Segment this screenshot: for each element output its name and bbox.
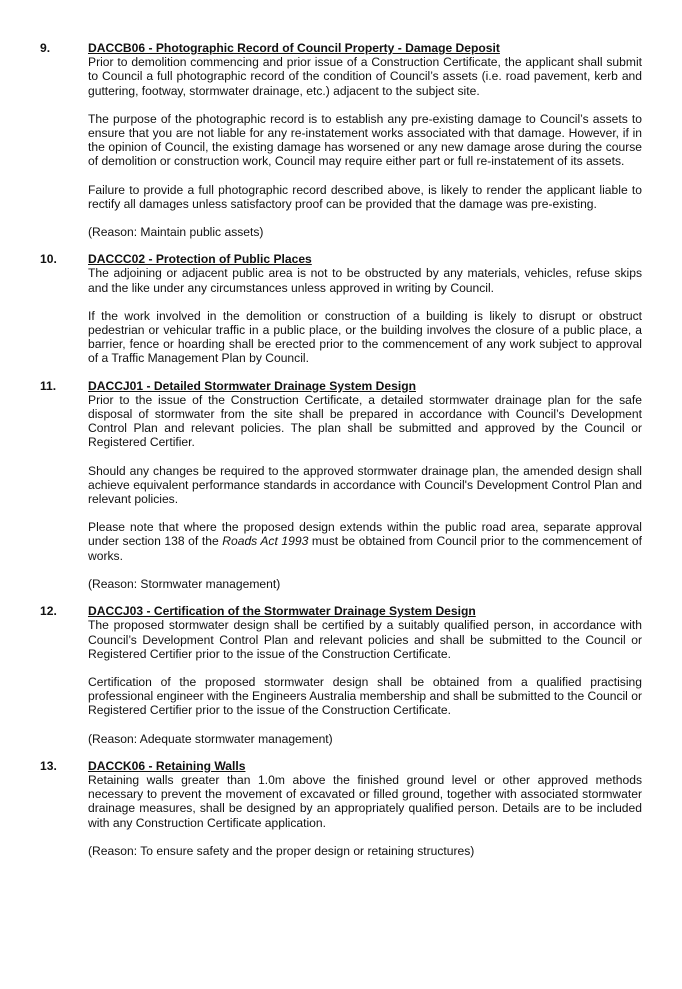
condition-number: 12. — [40, 604, 57, 619]
act-name: Roads Act 1993 — [222, 534, 309, 549]
condition-reason: (Reason: Maintain public assets) — [88, 225, 264, 240]
condition-title: DACCJ01 - Detailed Stormwater Drainage System Design — [88, 378, 416, 393]
condition-number: 10. — [40, 252, 57, 267]
condition-number: 13. — [40, 758, 57, 773]
condition-title: DACCC02 - Protection of Public Places — [88, 252, 312, 267]
condition-title: DACCJ03 - Certification of the Stormwater Drainage System Design — [88, 604, 476, 619]
condition-title: DACCK06 - Retaining Walls — [88, 758, 246, 773]
condition-paragraph: The adjoining or adjacent public area is not to be obstructed by any materials, vehicles, refuse skips and the like under any circumstances unless approved in writing by Council. — [88, 266, 642, 295]
condition-title: DACCB06 - Photographic Record of Council Property - Damage Deposit — [88, 41, 500, 55]
condition-paragraph: Prior to demolition commencing and prior issue of a Construction Certificate, the applicant shall submit to Council a full photographic record of the condition of Council’s assets (i.e. road pavement, kerb and guttering, footway, stormwater drainage, etc.) adjacent to the subject site. — [88, 55, 642, 98]
condition-paragraph: If the work involved in the demolition or construction of a building is likely to disrupt or obstruct pedestrian or vehicular traffic in a public place, or the building involves the closure of a public place, a barrier, fence or hoarding shall be erected prior to the commencement of any work subject to approval of a Traffic Management Plan by Council. — [88, 308, 642, 366]
condition-number: 9. — [40, 41, 51, 55]
condition-paragraph: Failure to provide a full photographic record described above, is likely to render the applicant liable to rectify all damages unless satisfactory proof can be provided that the damage was pre-existing. — [88, 182, 642, 211]
condition-10 — [0, 252, 682, 365]
condition-reason: (Reason: Adequate stormwater management) — [88, 731, 333, 746]
condition-reason: (Reason: Stormwater management) — [88, 576, 281, 591]
condition-paragraph: Should any changes be required to the approved stormwater drainage plan, the amended design shall achieve equivalent performance standards in accordance with Council's Development Control Plan and relevant policies. — [88, 463, 642, 507]
condition-paragraph: The purpose of the photographic record is to establish any pre-existing damage to Council’s assets to ensure that you are not liable for any re-instatement works associated with that damage. However, if in the opinion of Council, the existing damage has worsened or any new damage arose during the course of demolition or construction work, Council may require either part or full re-instatement of its assets. — [88, 111, 642, 169]
condition-11 — [0, 379, 682, 591]
condition-paragraph: The proposed stormwater design shall be certified by a suitably qualified person, in accordance with Council’s Development Control Plan and relevant policies and shall be submitted to the Council or Registered Certifier prior to the issue of the Construction Certificate. — [88, 618, 642, 661]
condition-13 — [0, 759, 682, 858]
condition-12 — [0, 604, 682, 746]
condition-paragraph: Prior to the issue of the Construction Certificate, a detailed stormwater drainage plan for the safe disposal of stormwater from the site shall be prepared in accordance with Council’s Development Control Plan and relevant policies. The plan shall be submitted and approved by the Council or Registered Certifier. — [88, 392, 642, 450]
condition-9 — [0, 41, 682, 239]
condition-paragraph: Certification of the proposed stormwater design shall be obtained from a qualified practising professional engineer with the Engineers Australia membership and shall be submitted to the Council or Registered Certifier prior to the issue of the Construction Certificate. — [88, 674, 642, 718]
condition-number: 11. — [40, 378, 57, 393]
note-text-after: must be obtained from Council prior to the commencement of works. — [88, 534, 642, 563]
condition-note — [88, 520, 642, 563]
condition-reason: (Reason: To ensure safety and the proper design or retaining structures) — [88, 843, 475, 858]
note-text-before: Please note that where the proposed design extends within the public road area, separate approval under section 138 of the — [88, 520, 642, 549]
condition-paragraph: Retaining walls greater than 1.0m above the finished ground level or other approved methods necessary to prevent the movement of excavated or filled ground, together with associated stormwater drainage measures, shall be designed by an appropriately qualified person. Details are to be included with any Construction Certificate application. — [88, 772, 642, 830]
